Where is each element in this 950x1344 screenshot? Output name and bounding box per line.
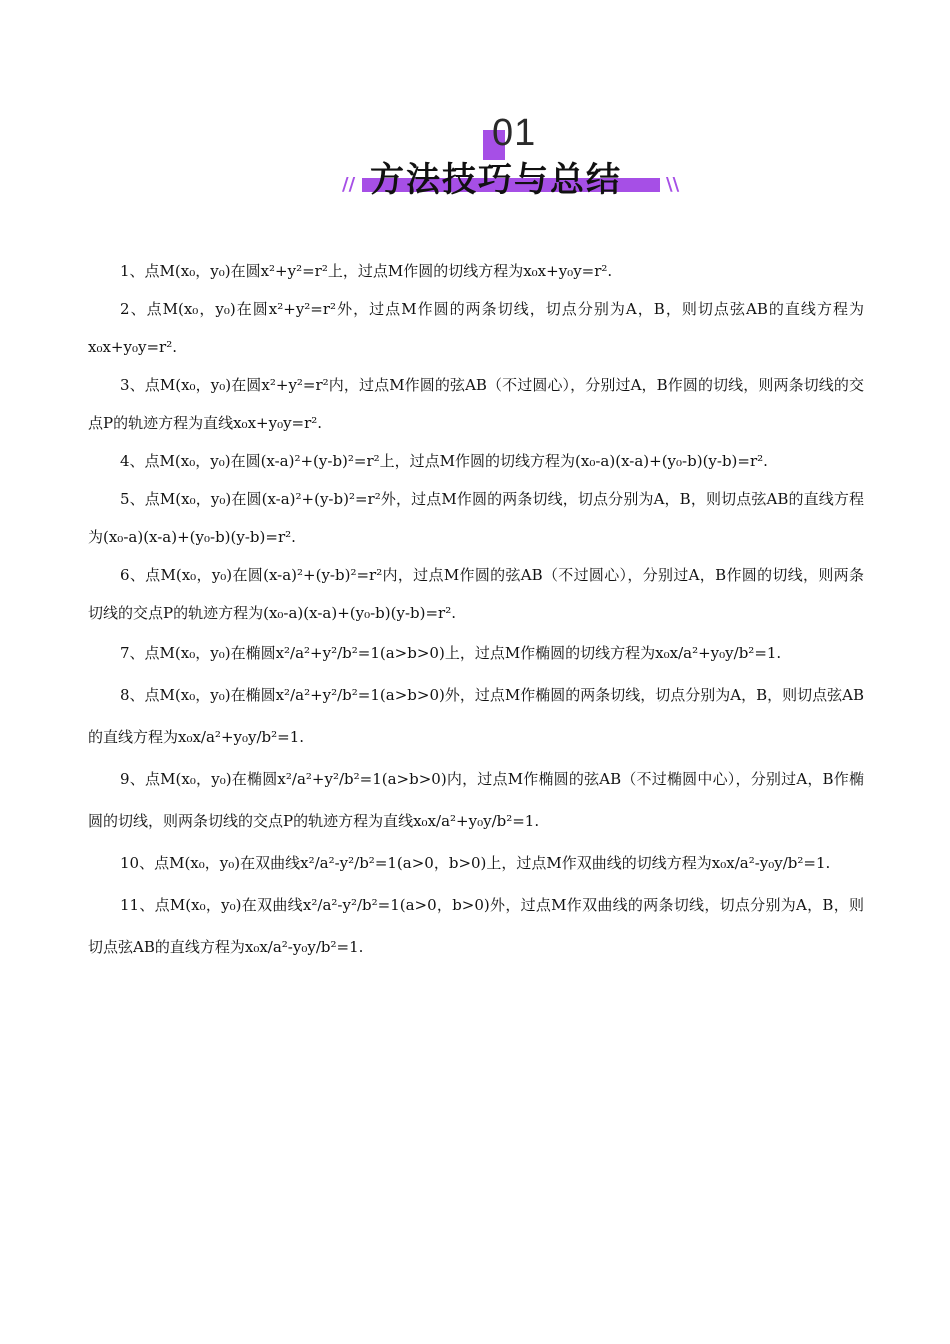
section-number: 01 bbox=[492, 112, 537, 154]
item-9: 9、点M(x₀，y₀)在椭圆x²/a²+y²/b²=1(a>b>0)内，过点M作椭圆的弦AB（不过椭圆中心），分别过A，B作椭圆的切线，则两条切线的交点P的轨迹方程为直线x₀x/a²+y₀y/b²=1. bbox=[88, 770, 864, 830]
section-header bbox=[0, 110, 950, 210]
item-6: 6、点M(x₀，y₀)在圆(x-a)²+(y-b)²=r²内，过点M作圆的弦AB（不过圆心），分别过A，B作圆的切线，则两条切线的交点P的轨迹方程为(x₀-a)(x-a)+(y₀-b)(y-b)=r². bbox=[88, 566, 864, 622]
item-11: 11、点M(x₀，y₀)在双曲线x²/a²-y²/b²=1(a>0，b>0)外，过点M作双曲线的两条切线，切点分别为A，B，则切点弦AB的直线方程为x₀x/a²-y₀y/b²=1. bbox=[88, 896, 864, 956]
item-3: 3、点M(x₀，y₀)在圆x²+y²=r²内，过点M作圆的弦AB（不过圆心），分别过A，B作圆的切线，则两条切线的交点P的轨迹方程为直线x₀x+y₀y=r². bbox=[88, 376, 864, 432]
section-title: 方法技巧与总结 bbox=[370, 160, 622, 200]
slash-right-decoration: \\ bbox=[666, 174, 680, 195]
slash-left-decoration: // bbox=[342, 174, 356, 195]
item-8: 8、点M(x₀，y₀)在椭圆x²/a²+y²/b²=1(a>b>0)外，过点M作椭圆的两条切线，切点分别为A，B，则切点弦AB的直线方程为x₀x/a²+y₀y/b²=1. bbox=[88, 686, 864, 746]
item-2: 2、点M(x₀，y₀)在圆x²+y²=r²外，过点M作圆的两条切线，切点分别为A，B，则切点弦AB的直线方程为x₀x+y₀y=r². bbox=[88, 300, 864, 356]
item-10: 10、点M(x₀，y₀)在双曲线x²/a²-y²/b²=1(a>0，b>0)上，过点M作双曲线的切线方程为x₀x/a²-y₀y/b²=1. bbox=[120, 854, 831, 872]
item-4: 4、点M(x₀，y₀)在圆(x-a)²+(y-b)²=r²上，过点M作圆的切线方程为(x₀-a)(x-a)+(y₀-b)(y-b)=r². bbox=[120, 452, 768, 470]
item-5: 5、点M(x₀，y₀)在圆(x-a)²+(y-b)²=r²外，过点M作圆的两条切线，切点分别为A，B，则切点弦AB的直线方程为(x₀-a)(x-a)+(y₀-b)(y-b)=r². bbox=[88, 490, 864, 546]
item-1: 1、点M(x₀，y₀)在圆x²+y²=r²上，过点M作圆的切线方程为x₀x+y₀y=r². bbox=[120, 262, 613, 280]
content-body bbox=[88, 252, 864, 968]
item-7: 7、点M(x₀，y₀)在椭圆x²/a²+y²/b²=1(a>b>0)上，过点M作椭圆的切线方程为x₀x/a²+y₀y/b²=1. bbox=[120, 644, 782, 662]
